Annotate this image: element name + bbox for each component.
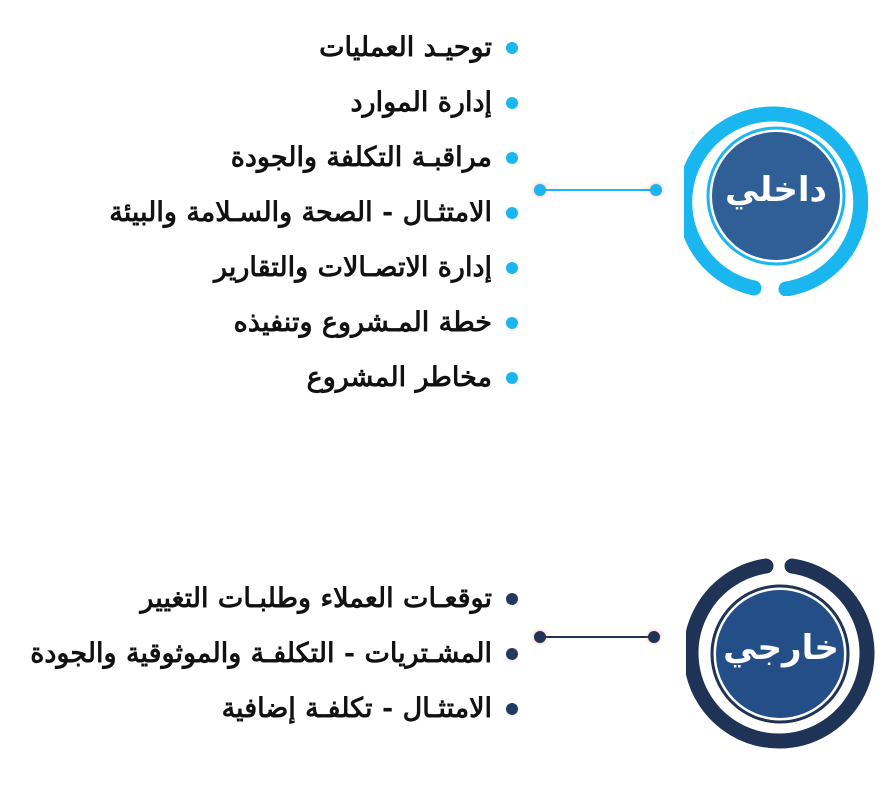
internal-connector-line — [540, 189, 656, 191]
list-item — [109, 75, 518, 130]
internal-item-text: توحيـد العمليات — [319, 32, 492, 63]
connector-endpoint — [534, 631, 546, 643]
internal-item-text: إدارة الموارد — [350, 87, 492, 118]
internal-item-text: إدارة الاتصـالات والتقارير — [213, 252, 492, 283]
bullet-dot — [506, 317, 518, 329]
bullet-dot — [506, 262, 518, 274]
internal-item-text: مخاطر المشروع — [306, 362, 492, 393]
bullet-dot — [506, 152, 518, 164]
list-item — [109, 20, 518, 75]
internal-item-list — [109, 20, 518, 405]
list-item — [109, 130, 518, 185]
bullet-dot — [506, 207, 518, 219]
list-item — [109, 295, 518, 350]
external-item-text: توقعـات العملاء وطلبـات التغيير — [140, 583, 492, 614]
bullet-dot — [506, 372, 518, 384]
external-item-text: المشـتريات - التكلفـة والموثوقية والجودة — [30, 638, 492, 669]
external-label: خارجي — [723, 628, 839, 668]
list-item — [30, 571, 518, 626]
connector-endpoint — [650, 184, 662, 196]
external-connector-line — [540, 636, 654, 638]
bullet-dot — [506, 42, 518, 54]
connector-endpoint — [534, 184, 546, 196]
internal-item-text: الامتثـال - الصحة والسـلامة والبيئة — [109, 197, 492, 228]
list-item — [30, 626, 518, 681]
bullet-dot — [506, 648, 518, 660]
list-item — [109, 350, 518, 405]
external-badge — [686, 556, 876, 752]
connector-endpoint — [648, 631, 660, 643]
internal-item-text: خطة المـشروع وتنفيذه — [233, 307, 492, 338]
list-item — [30, 681, 518, 736]
internal-item-text: مراقبـة التكلفة والجودة — [230, 142, 492, 173]
bullet-dot — [506, 593, 518, 605]
bullet-dot — [506, 97, 518, 109]
list-item — [109, 240, 518, 295]
bullet-dot — [506, 703, 518, 715]
list-item — [109, 185, 518, 240]
internal-badge — [684, 100, 868, 296]
external-item-text: الامتثـال - تكلفـة إضافية — [221, 693, 492, 724]
internal-label: داخلي — [725, 170, 827, 210]
external-item-list — [30, 571, 518, 736]
